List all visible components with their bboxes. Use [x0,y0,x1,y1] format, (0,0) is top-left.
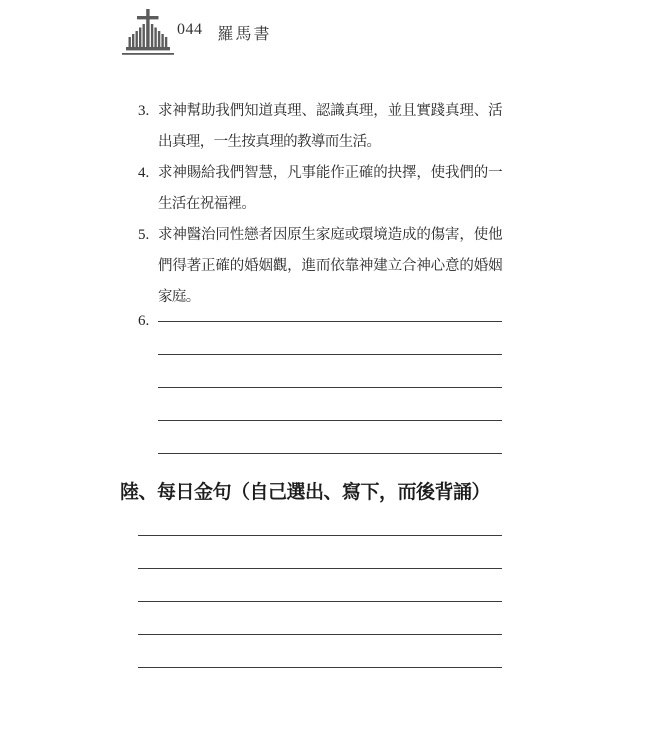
list-item-blank [138,306,502,454]
list-item-number: 3. [138,103,150,119]
golden-verse-lines [138,503,502,668]
prayer-list [138,96,502,313]
list-item-number: 4. [138,165,150,181]
list-item [138,220,502,313]
list-item-number: 6. [138,313,150,329]
blank-write-line [158,421,502,454]
blank-write-line [138,569,502,602]
blank-write-line [158,306,502,322]
blank-write-line [138,602,502,635]
answer-lines [158,306,502,454]
list-item-number: 5. [138,227,150,243]
blank-write-line [158,388,502,421]
church-icon [122,9,174,60]
page-number: 044 [177,21,203,38]
blank-write-line [138,503,502,536]
list-item-text: 求神醫治同性戀者因原生家庭或環境造成的傷害，使他們得著正確的婚姻觀，進而依靠神建立合神心意的婚姻家庭。 [158,227,502,305]
page-title [177,21,272,44]
blank-write-line [138,536,502,569]
blank-write-line [158,322,502,355]
list-item-text: 求神幫助我們知道真理、認識真理，並且實踐真理、活出真理，一生按真理的教導而生活。 [158,103,502,150]
list-item-text: 求神賜給我們智慧，凡事能作正確的抉擇，使我們的一生活在祝福裡。 [158,165,502,212]
list-item [138,158,502,220]
book-title: 羅馬書 [217,26,272,43]
section-heading: 陸、每日金句（自己選出、寫下，而後背誦） [120,482,491,503]
blank-write-line [138,635,502,668]
list-item [138,96,502,158]
blank-write-line [158,355,502,388]
